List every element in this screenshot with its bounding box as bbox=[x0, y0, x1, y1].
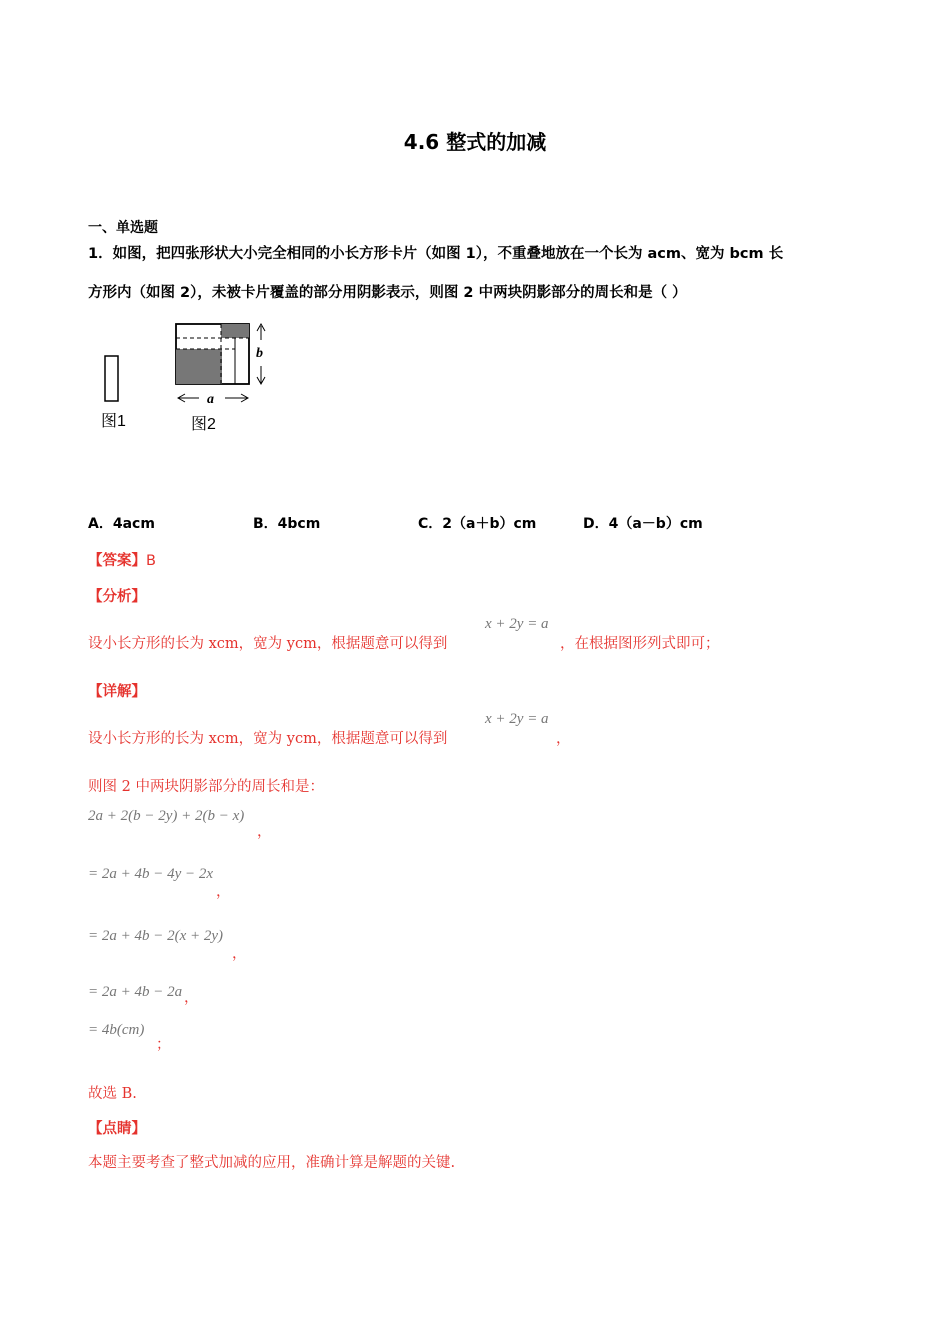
fig2-shade-top bbox=[221, 324, 249, 338]
comment-tag: 【点睛】 bbox=[88, 1121, 146, 1137]
option-c: C．2（a＋b）cm bbox=[418, 516, 537, 532]
comment-text: 本题主要考查了整式加减的应用，准确计算是解题的关键. bbox=[88, 1155, 456, 1171]
detail-text-after: ， bbox=[556, 731, 571, 747]
question-line-2: 方形内（如图 2），未被卡片覆盖的部分用阴影表示，则图 2 中两块阴影部分的周长和是（ ） bbox=[88, 285, 687, 301]
option-b: B．4bcm bbox=[253, 516, 321, 532]
step-3-punct: ， bbox=[232, 946, 247, 962]
step-4-punct: ， bbox=[184, 990, 199, 1006]
detail-text: 设小长方形的长为 xcm，宽为 ycm，根据题意可以得到 bbox=[88, 731, 448, 747]
fig2-shade-bottom bbox=[176, 349, 222, 384]
answer-tag: 【答案】 bbox=[88, 553, 146, 569]
analysis-equation: x + 2y = a bbox=[485, 616, 549, 632]
step-2-punct: ， bbox=[216, 884, 231, 900]
fig1-label: 图1 bbox=[101, 413, 126, 430]
question-figure bbox=[95, 318, 285, 438]
analysis-text: 设小长方形的长为 xcm，宽为 ycm，根据题意可以得到 bbox=[88, 636, 448, 652]
step-2: = 2a + 4b − 4y − 2x bbox=[88, 866, 214, 882]
fig1-card bbox=[105, 356, 118, 401]
label-b: b bbox=[256, 346, 263, 361]
analysis-text-after: ，在根据图形列式即可； bbox=[560, 636, 720, 652]
fig2-label: 图2 bbox=[191, 416, 216, 433]
detail-tag: 【详解】 bbox=[88, 684, 146, 700]
step-3: = 2a + 4b − 2(x + 2y) bbox=[88, 928, 224, 944]
conclusion: 故选 B. bbox=[88, 1086, 137, 1102]
option-a: A．4acm bbox=[88, 516, 155, 532]
answer-value: B bbox=[146, 553, 156, 569]
step-5: = 4b(cm) bbox=[88, 1022, 145, 1038]
detail-equation: x + 2y = a bbox=[485, 711, 549, 727]
step-4: = 2a + 4b − 2a bbox=[88, 984, 183, 1000]
analysis-tag: 【分析】 bbox=[88, 589, 146, 605]
page-title: 4.6 整式的加减 bbox=[403, 130, 547, 154]
detail-line-2: 则图 2 中两块阴影部分的周长和是： bbox=[88, 779, 324, 795]
step-5-punct: ； bbox=[156, 1037, 171, 1053]
answer-line bbox=[88, 549, 156, 570]
label-a: a bbox=[207, 392, 214, 407]
question-line-1: 1．如图，把四张形状大小完全相同的小长方形卡片（如图 1），不重叠地放在一个长为 acm、宽为 bcm 长 bbox=[88, 246, 784, 262]
step-1-punct: ， bbox=[257, 824, 272, 840]
section-heading: 一、单选题 bbox=[88, 220, 158, 236]
option-d: D．4（a－b）cm bbox=[583, 516, 703, 532]
step-1: 2a + 2(b − 2y) + 2(b − x) bbox=[88, 808, 245, 824]
